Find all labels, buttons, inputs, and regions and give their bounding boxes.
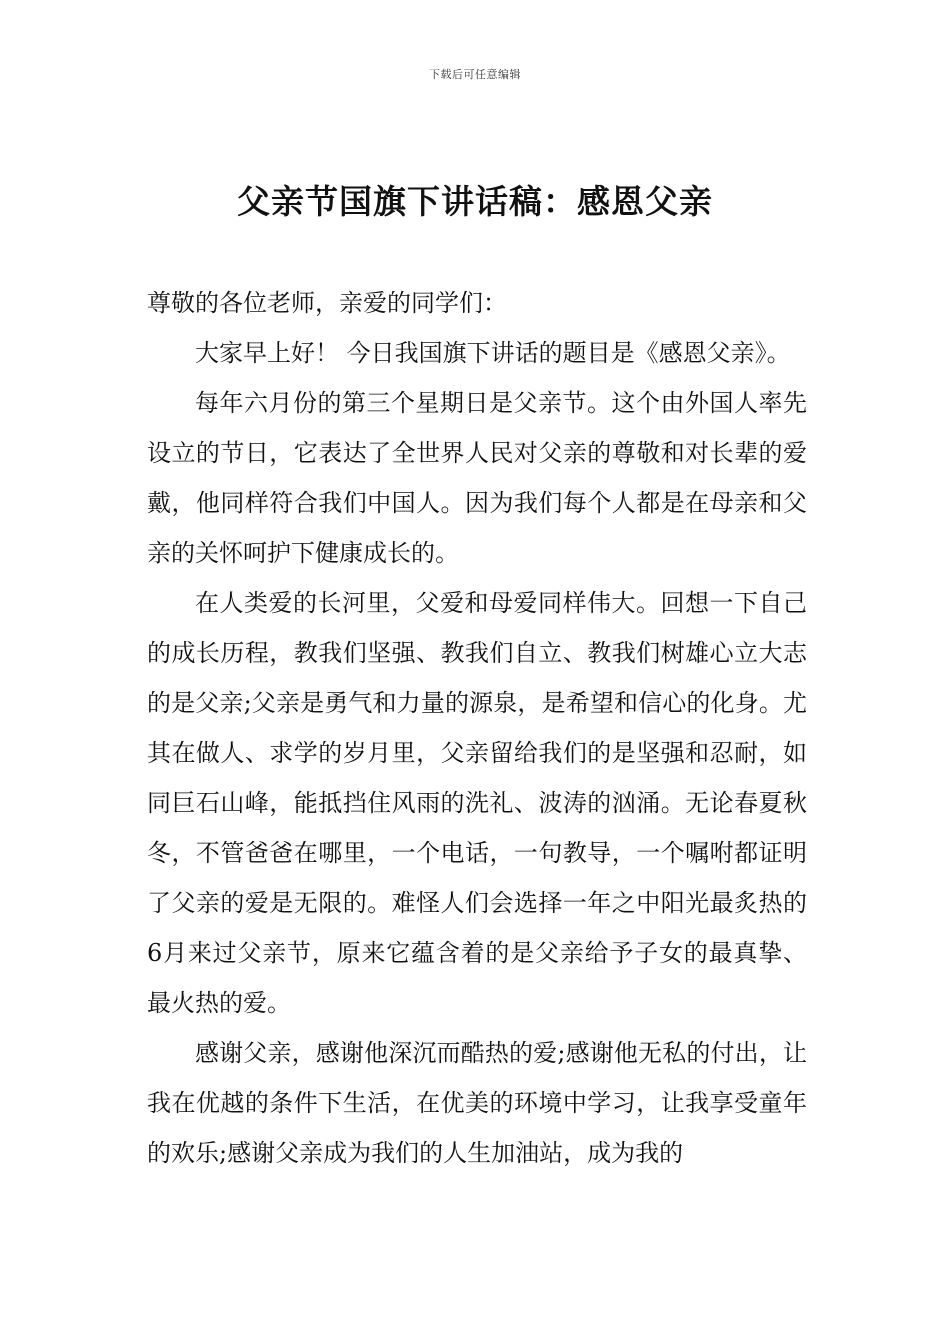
paragraph-3: 在人类爱的长河里，父爱和母爱同样伟大。回想一下自己的成长历程，教我们坚强、教我们自立、教我们树雄心立大志的是父亲;父亲是勇气和力量的源泉，是希望和信心的化身。尤其在做人、求学的岁月里，父亲留给我们的是坚强和忍耐，如同巨石山峰，能抵挡住风雨的洗礼、波涛的汹涌。无论春夏秋冬，不管爸爸在哪里，一个电话，一句教导，一个嘱咐都证明了父亲的爱是无限的。难怪人们会选择一年之中阳光最炙热的6月来过父亲节，原来它蕴含着的是父亲给予子女的最真挚、最火热的爱。 [147,589,807,1017]
header-note: 下载后可任意编辑 [429,68,521,81]
document-title: 父亲节国旗下讲话稿：感恩父亲 [237,182,713,221]
paragraph-4: 感谢父亲，感谢他深沉而酷热的爱;感谢他无私的付出，让我在优越的条件下生活，在优美的环境中学习，让我享受童年的欢乐;感谢父亲成为我们的人生加油站，成为我的 [147,1039,807,1167]
paragraph-1: 大家早上好！ 今日我国旗下讲话的题目是《感恩父亲》。 [195,339,791,367]
document-body [147,278,807,1178]
salutation: 尊敬的各位老师，亲爱的同学们： [147,289,507,317]
paragraph-2: 每年六月份的第三个星期日是父亲节。这个由外国人率先设立的节日，它表达了全世界人民对父亲的尊敬和对长辈的爱戴，他同样符合我们中国人。因为我们每个人都是在母亲和父亲的关怀呵护下健康成长的。 [147,389,807,567]
